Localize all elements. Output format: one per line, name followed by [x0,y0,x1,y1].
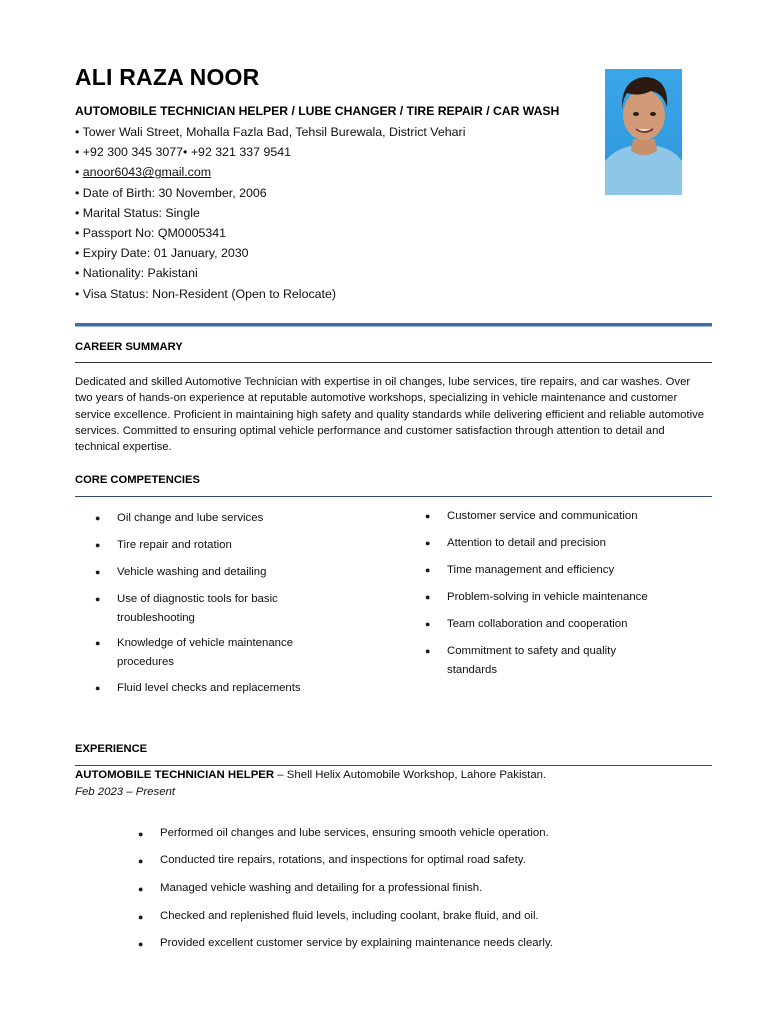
list-bullet: ● [95,683,101,693]
list-bullet: ● [95,638,101,648]
marital-status-line: • Marital Status: Single [75,205,200,220]
competency-item: Tire repair and rotation [117,539,232,551]
duty-item: Managed vehicle washing and detailing for a professional finish. [160,882,483,894]
competency-item: Fluid level checks and replacements [117,682,301,694]
list-bullet: ● [138,939,144,949]
job-entry-header [75,769,546,781]
job-company: – Shell Helix Automobile Workshop, Lahore Pakistan. [274,769,547,781]
list-bullet: ● [95,567,101,577]
competency-item: Commitment to safety and quality standards [447,645,617,676]
candidate-name: ALI RAZA NOOR [75,64,260,90]
competency-item: Team collaboration and cooperation [447,618,628,630]
competency-item: Time management and efficiency [447,564,615,576]
dob-line: • Date of Birth: 30 November, 2006 [75,185,267,200]
competency-item: Oil change and lube services [117,512,264,524]
profile-photo [605,69,682,195]
nationality-line: • Nationality: Pakistani [75,266,198,281]
passport-line: • Passport No: QM0005341 [75,226,227,241]
visa-status-line: • Visa Status: Non-Resident (Open to Relocate) [75,286,337,301]
profile-photo-illustration [605,69,682,195]
competency-item: Vehicle washing and detailing [117,566,267,578]
core-competencies-heading: CORE COMPETENCIES [75,474,200,486]
competency-item: Customer service and communication [447,510,638,522]
list-bullet: ● [95,513,101,523]
email-link[interactable]: anoor6043@gmail.com [82,165,212,180]
job-dates: Feb 2023 – Present [75,786,176,798]
list-bullet: ● [138,912,144,922]
phone-line: • +92 300 345 3077• +92 321 337 9541 [75,145,292,160]
list-bullet: ● [138,884,144,894]
job-title-line: AUTOMOBILE TECHNICIAN HELPER / LUBE CHANGER / TIRE REPAIR / CAR WASH [75,104,560,118]
list-bullet: ● [95,540,101,550]
competency-item: Problem-solving in vehicle maintenance [447,591,648,603]
career-summary-text: Dedicated and skilled Automotive Technician with expertise in oil changes, lube services, tire repairs, and car washes. Over two years of hands-on experience at reputable automotive workshops, specializing in vehicle maintenance and customer service excellence. Proficient in maintaining high safety and quality standards while delivering efficient and reliable automotive services. Committed to ensuring optimal vehicle performance and customer satisfaction through attention to detail and technical expertise. [75,376,705,454]
list-bullet: ● [425,565,431,575]
header-divider-shadow [75,326,712,327]
expiry-line: • Expiry Date: 01 January, 2030 [75,246,249,261]
list-bullet: ● [425,646,431,656]
list-bullet: ● [425,592,431,602]
list-bullet: ● [425,619,431,629]
duty-item: Conducted tire repairs, rotations, and inspections for optimal road safety. [160,854,526,866]
competency-item: Knowledge of vehicle maintenance procedures [117,637,294,668]
address-line: • Tower Wali Street, Mohalla Fazla Bad, Tehsil Burewala, District Vehari [75,125,466,139]
list-bullet: ● [425,511,431,521]
email-line [75,162,465,182]
list-bullet: ● [138,856,144,866]
duty-item: Checked and replenished fluid levels, including coolant, brake fluid, and oil. [160,910,539,922]
duty-item: Provided excellent customer service by explaining maintenance needs clearly. [160,937,553,949]
competency-item: Attention to detail and precision [447,537,606,549]
experience-heading: EXPERIENCE [75,743,148,755]
experience-rule [75,765,712,766]
career-summary-rule [75,362,712,363]
list-bullet: ● [425,538,431,548]
list-bullet: ● [95,594,101,604]
job-role: AUTOMOBILE TECHNICIAN HELPER [75,769,275,781]
email-bullet: • [75,165,83,180]
core-competencies-rule [75,496,712,497]
contact-details [75,122,465,304]
career-summary-heading: CAREER SUMMARY [75,341,183,353]
duty-item: Performed oil changes and lube services, ensuring smooth vehicle operation. [160,827,549,839]
list-bullet: ● [138,829,144,839]
competency-item: Use of diagnostic tools for basic troubleshooting [117,593,278,624]
